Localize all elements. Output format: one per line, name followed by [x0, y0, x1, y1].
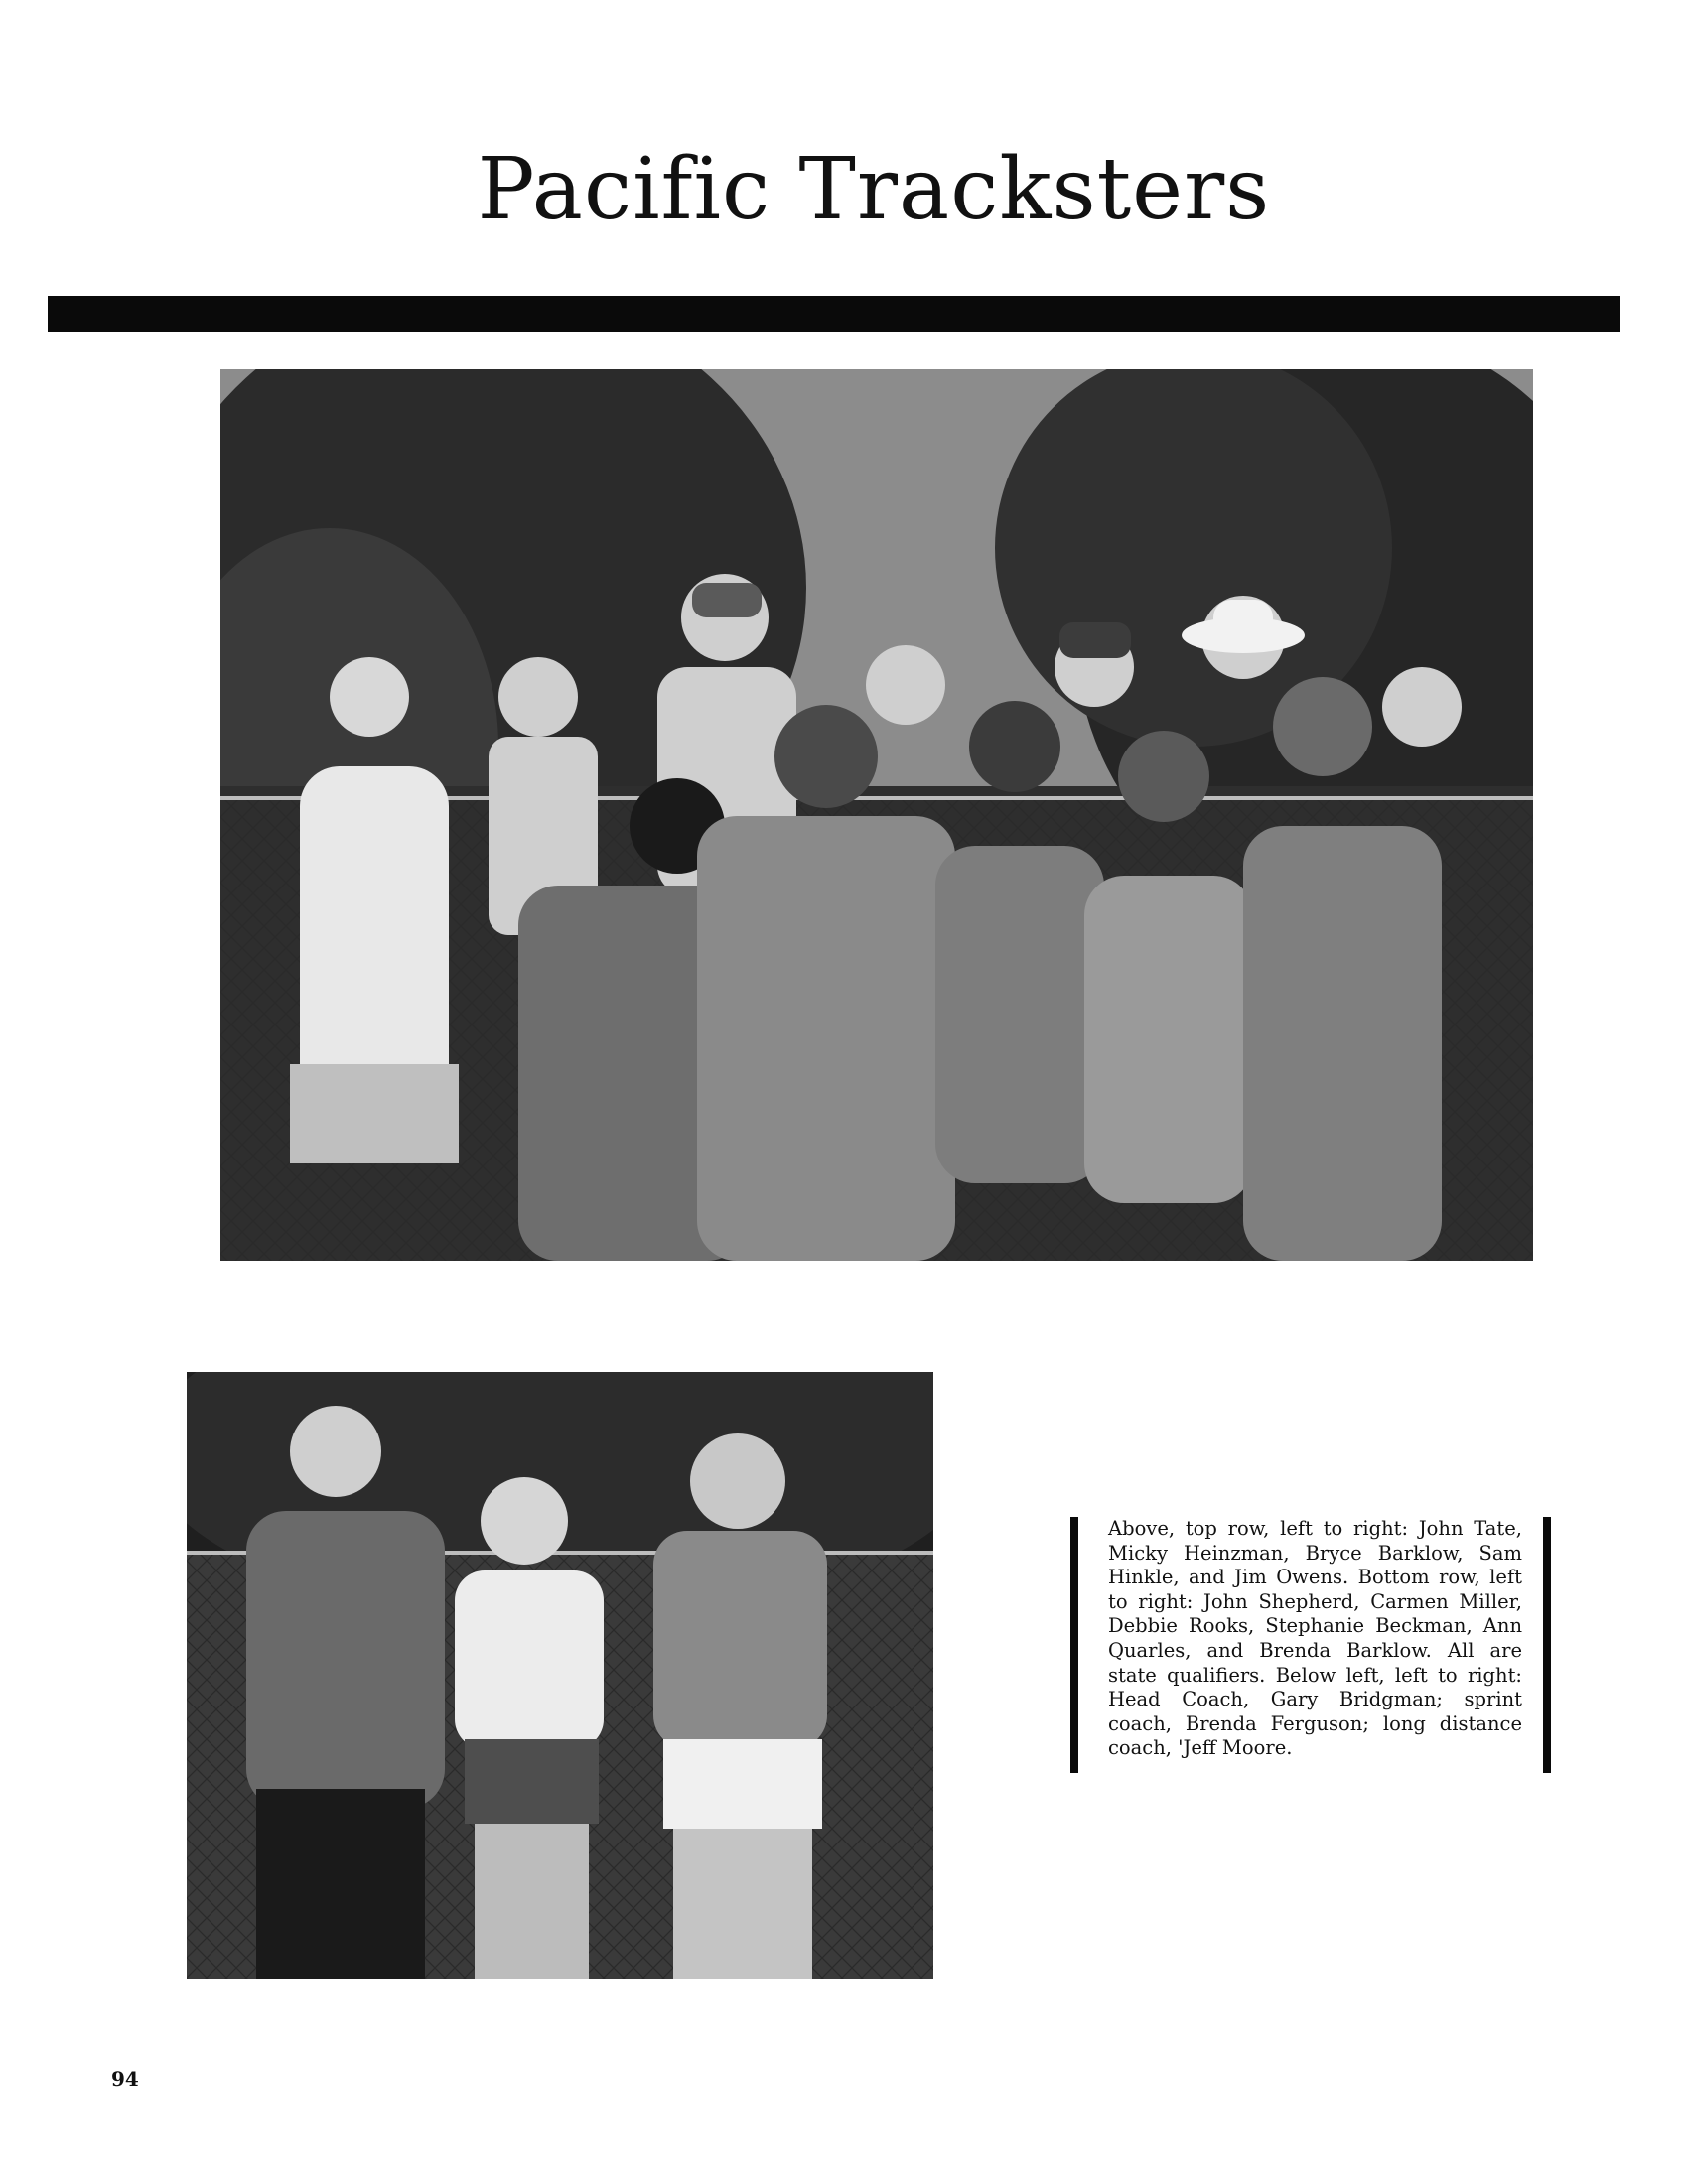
coaches-photo-graphic: [187, 1372, 933, 1979]
title-rule: [48, 296, 1620, 332]
caption-bar-right: [1543, 1517, 1551, 1773]
caption-bar-left: [1070, 1517, 1078, 1773]
caption-text: Above, top row, left to right: John Tate, Micky Heinzman, Bryce Barklow, Sam Hinkle, and Jim Owens. Bottom row, left to right: John Shepherd, Carmen Miller, Debbie Rooks, Stephanie Beckman, Ann Quarles, and Brenda Barklow. All are state qualifiers. Below left, left to right: Head Coach, Gary Bridgman; sprint coach, Brenda Ferguson; long distance coach, 'Jeff Moore.: [1108, 1517, 1522, 1760]
page-number: 94: [111, 2067, 139, 2091]
photo-caption: [1070, 1517, 1551, 1773]
coaches-photo: [187, 1372, 933, 1979]
page-title: Pacific Tracksters: [477, 140, 1271, 239]
team-photo-graphic: [220, 369, 1533, 1261]
team-photo: [220, 369, 1533, 1261]
